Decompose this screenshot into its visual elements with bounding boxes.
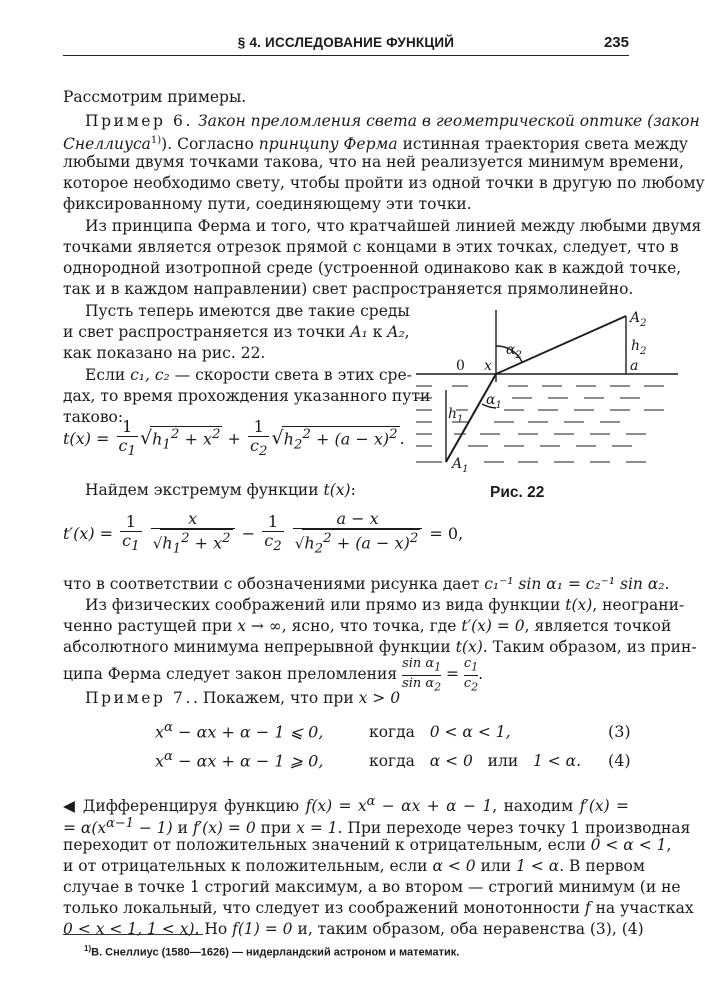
label-a: a xyxy=(630,358,639,374)
text-line: как показано на рис. 22. xyxy=(63,344,266,362)
inequality-3: $x^\alpha - \alpha x + \alpha - 1$ ⩽ 0, xyxy=(155,720,324,742)
label-x: x xyxy=(484,358,492,374)
text-line: ченно растущей при x → ∞, ясно, что точка, где t′(x) = 0, является точкой xyxy=(63,617,672,635)
footnote: $^{1)}$В. Снеллиус (1580—1626) — нидерландский астроном и математик. xyxy=(84,944,460,959)
text-line: случае в точке 1 строгий максимум, а во втором — строгий минимум (и не xyxy=(63,878,681,896)
label-A2: $A_2$ xyxy=(630,310,647,329)
example-6-title: Закон преломления света в геометрической оптике xyxy=(197,112,643,130)
footnote-rule xyxy=(63,934,203,935)
text-line: таково: xyxy=(63,408,124,426)
text-line: так и в каждом направлении) свет распространяется прямолинейно. xyxy=(63,280,634,298)
equation-number-3: (3) xyxy=(608,722,631,741)
equation-number-4: (4) xyxy=(608,751,631,770)
figure-caption: Рис. 22 xyxy=(490,484,545,501)
equation-t-prime: t′(x) = $\frac{1}{c_1}$ $\frac{x}{√h_1^2 + x^2}$ − $\frac{1}{c_2}$ $\frac{a - x}{√h_2^2 + (a - x)^2}$ = 0, xyxy=(63,509,464,557)
text-line: что в соответствии с обозначениями рисунка дает c₁⁻¹ sin α₁ = c₂⁻¹ sin α₂. xyxy=(63,575,670,593)
example-7-heading: Пример 7.. Покажем, что при x > 0 xyxy=(85,689,401,707)
text-line: однородной изотропной среде (устроенной одинаково как в каждой точке, xyxy=(63,259,682,277)
text-line: когда α < 0 или 1 < α. xyxy=(369,752,582,770)
text-line: ципа Ферма следует закон преломления $\frac{\sin \alpha_1}{\sin \alpha_2}$ = $\frac{c_1}{c_2}$ . xyxy=(63,656,484,694)
text-line: Рассмотрим примеры. xyxy=(63,88,247,106)
text-line: ◀ Дифференцируя функцию $f(x) = x^\alpha - \alpha x + \alpha - 1$, находим f′(x) = xyxy=(63,794,630,816)
text-line: = $\alpha(x^{\alpha-1} - 1)$ и f′(x) = 0 при x = 1. При переходе через точку 1 производная xyxy=(63,816,691,838)
example-6-heading: Пример 6. Закон преломления света в геометрической оптике (закон xyxy=(85,112,700,130)
text-line: Если c₁, c₂ — скорости света в этих сре- xyxy=(85,366,412,384)
ray-upper xyxy=(496,316,626,374)
text-line: дах, то время прохождения указанного пути xyxy=(63,387,431,405)
text-line: 0 < x < 1, 1 < x). Но f(1) = 0 и, таким образом, оба неравенства (3), (4) xyxy=(63,920,644,938)
text-line: которое необходимо свету, чтобы пройти из одной точки в другую по любому xyxy=(63,174,705,192)
text-line: только локальный, что следует из соображений монотонности f на участках xyxy=(63,899,694,917)
section-title: § 4. ИССЛЕДОВАНИЕ ФУНКЦИЙ xyxy=(237,35,455,50)
text-line: фиксированному пути, соединяющему эти точки. xyxy=(63,195,472,213)
inequality-4: $x^\alpha - \alpha x + \alpha - 1$ ⩾ 0, xyxy=(155,749,324,771)
equation-t: t(x) = $\frac{1}{c_1}$ $√h_1^2 + x^2$ + $\frac{1}{c_2}$ $√h_2^2 + (a - x)^2$ . xyxy=(63,417,405,460)
text-line: любыми двумя точками такова, что на ней реализуется минимум времени, xyxy=(63,153,684,171)
text-line: когда 0 < α < 1, xyxy=(369,723,511,741)
text-line: Найдем экстремум функции t(x): xyxy=(85,481,356,499)
text-line: переходит от положительных значений к отрицательным, если 0 < α < 1, xyxy=(63,836,672,854)
text-line: Пусть теперь имеются две такие среды xyxy=(85,302,410,320)
page-number: 235 xyxy=(603,34,629,51)
label-alpha1: $\alpha_1$ xyxy=(486,392,502,411)
label-h2: $h_2$ xyxy=(631,338,647,357)
text-line: абсолютного минимума непрерывной функции t(x). Таким образом, из прин- xyxy=(63,638,697,656)
text-line: точками является отрезок прямой с концами в этих точках, следует, что в xyxy=(63,238,679,256)
text-line: Из физических соображений или прямо из вида функции t(x), неограни- xyxy=(85,596,685,614)
example-7-label: Пример 7. xyxy=(85,689,194,707)
proof-start-icon: ◀ xyxy=(63,797,77,816)
text-line: Из принципа Ферма и того, что кратчайшей линией между любыми двумя xyxy=(85,217,702,235)
label-alpha2: $\alpha_2$ xyxy=(506,342,522,361)
snell-law-inline: c₁⁻¹ sin α₁ = c₂⁻¹ sin α₂. xyxy=(484,575,670,593)
text-line: и свет распространяется из точки A₁ к A₂, xyxy=(63,323,410,341)
example-6-label: Пример 6. xyxy=(85,112,194,130)
running-header xyxy=(63,33,629,56)
label-zero: 0 xyxy=(456,358,465,374)
text-line: и от отрицательных к положительным, если α < 0 или 1 < α. В первом xyxy=(63,857,645,875)
footnote-ref: 1) xyxy=(150,135,162,146)
label-A1: $A_1$ xyxy=(452,456,469,475)
refraction-figure xyxy=(408,300,678,475)
label-h1: $h_1$ xyxy=(448,406,464,425)
text-line: Снеллиуса$^{1)}$). Согласно принципу Ферма истинная траектория света между xyxy=(63,135,689,154)
